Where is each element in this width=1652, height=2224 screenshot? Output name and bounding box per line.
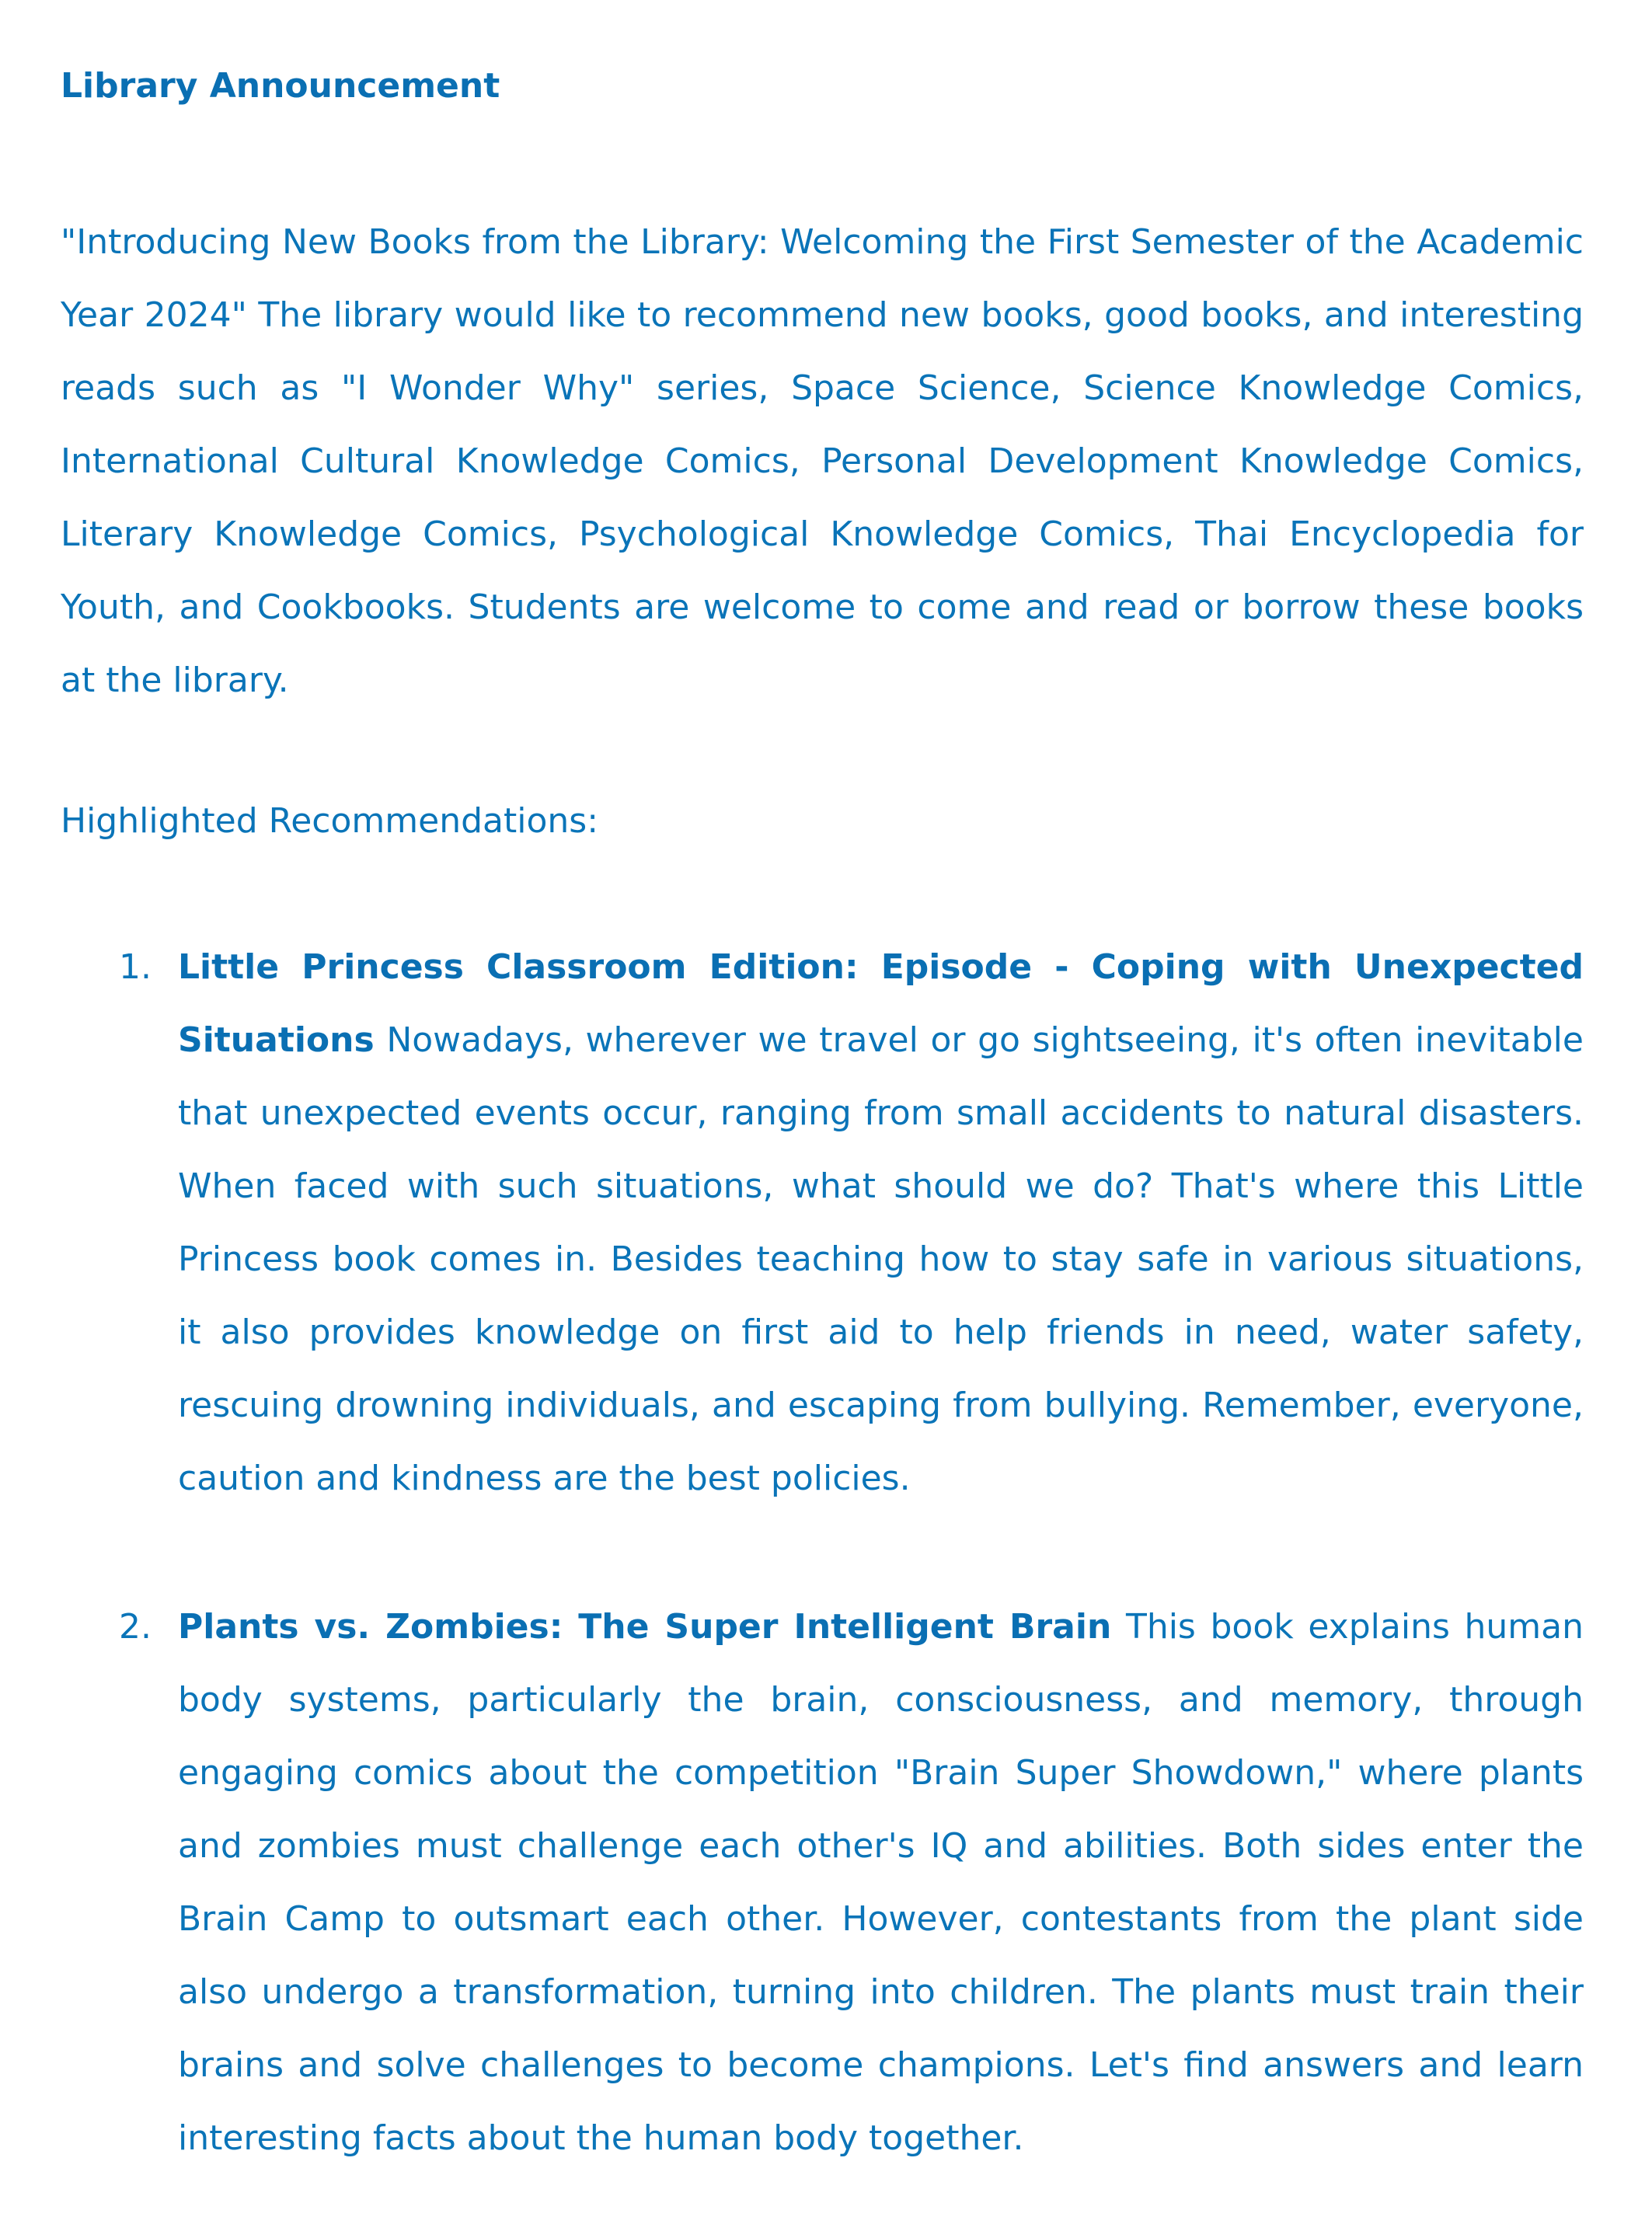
recommendation-body (178, 931, 1584, 1515)
announcement-heading: Library Announcement (61, 66, 500, 106)
recommendation-number: 2. (119, 1607, 152, 1647)
recommendation-number: 1. (119, 947, 152, 987)
announcement-intro: "Introducing New Books from the Library: Welcoming the First Semester of the Academic Year 2024" The library would like to recommend new books, good books, and interesting reads such as "I Wonder Why" series, Space Science, Science Knowledge Comics, International Cultural Knowledge Comics, Personal Development Knowledge Comics, Literary Knowledge Comics, Psychological Knowledge Comics, Thai Encyclopedia for Youth, and Cookbooks. Students are welcome to come and read or borrow these books at the library. (61, 222, 1584, 700)
recommendation-title: Plants vs. Zombies: The Super Intelligent Brain (178, 1607, 1112, 1647)
recommendation-body (178, 1591, 1584, 2175)
recommendation-description: Nowadays, wherever we travel or go sightseeing, it's often inevitable that unexpected events occur, ranging from small accidents to natural disasters. When faced with such situations, what should we do? That's where this Little Princess book comes in. Besides teaching how to stay safe in various situations, it also provides knowledge on first aid to help friends in need, water safety, rescuing drowning individuals, and escaping from bullying. Remember, everyone, caution and kindness are the best policies. (178, 1020, 1584, 1498)
recommendation-description: This book explains human body systems, particularly the brain, consciousness, and memory, through engaging comics about the competition "Brain Super Showdown," where plants and zombies must challenge each other's IQ and abilities. Both sides enter the Brain Camp to outsmart each other. However, contestants from the plant side also undergo a transformation, turning into children. The plants must train their brains and solve challenges to become champions. Let's find answers and learn interesting facts about the human body together. (178, 1607, 1584, 2158)
recommendation-title: Little Princess Classroom Edition: Episode - Coping with Unexpected Situations (178, 947, 1584, 1060)
highlighted-recommendations-label: Highlighted Recommendations: (61, 801, 599, 841)
